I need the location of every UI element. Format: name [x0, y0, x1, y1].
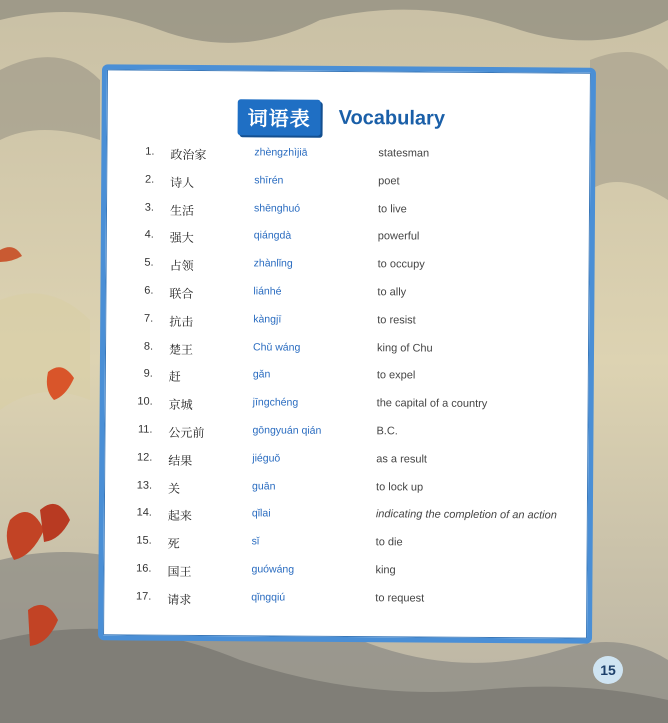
vocab-english: to request: [375, 592, 425, 605]
vocabulary-title: [238, 100, 446, 135]
vocab-number: 10.: [137, 395, 153, 408]
vocabulary-row: [104, 423, 588, 446]
vocabulary-row: [106, 201, 590, 224]
vocab-number: 3.: [144, 201, 155, 214]
vocab-hanzi: 联合: [169, 286, 194, 301]
vocab-pinyin: shīrén: [254, 174, 284, 187]
vocab-number: 1.: [145, 145, 155, 158]
vocabulary-row: [105, 284, 589, 307]
vocab-pinyin: qiángdà: [253, 229, 292, 242]
vocab-hanzi: 关: [168, 481, 181, 496]
vocabulary-row: [105, 395, 589, 418]
vocab-pinyin: gōngyuán qián: [252, 424, 322, 437]
vocab-hanzi: 公元前: [168, 425, 205, 441]
vocab-english: as a result: [376, 453, 428, 466]
vocab-number: 11.: [137, 423, 153, 436]
vocabulary-list: [106, 145, 590, 607]
vocab-english: B.C.: [376, 425, 398, 438]
vocab-hanzi: 抗击: [169, 314, 194, 329]
vocab-english: powerful: [377, 230, 420, 243]
vocabulary-row: [103, 590, 587, 613]
vocabulary-row: [105, 340, 589, 363]
vocabulary-row: [106, 257, 590, 280]
vocab-pinyin: shēnghuó: [253, 201, 301, 215]
vocab-pinyin: guówáng: [251, 563, 295, 576]
vocab-hanzi: 强大: [169, 231, 194, 246]
vocab-number: 13.: [136, 479, 153, 492]
vocab-number: 5.: [144, 256, 154, 269]
vocab-english: to live: [377, 202, 407, 216]
vocab-number: 14.: [136, 506, 152, 520]
title-english: Vocabulary: [338, 106, 446, 130]
vocab-english: king of Chu: [377, 341, 433, 355]
vocab-hanzi: 占领: [169, 258, 194, 274]
vocab-hanzi: 起来: [167, 509, 192, 524]
vocab-pinyin: sǐ: [251, 535, 260, 548]
vocab-pinyin: guān: [252, 479, 276, 493]
vocab-english: to occupy: [377, 258, 425, 271]
vocab-english: to die: [375, 536, 403, 549]
vocab-hanzi: 赶: [168, 370, 181, 385]
vocabulary-row: [106, 229, 590, 252]
vocabulary-row: [103, 562, 587, 585]
page-number: 15: [593, 656, 623, 684]
vocab-number: 16.: [136, 562, 152, 575]
vocab-pinyin: Chǔ wáng: [253, 340, 301, 354]
vocab-number: 2.: [144, 173, 155, 186]
vocabulary-row: [105, 312, 589, 335]
vocabulary-row: [106, 145, 590, 168]
vocab-pinyin: zhèngzhìjiā: [254, 146, 308, 159]
vocabulary-row: [105, 368, 589, 391]
vocab-hanzi: 政治家: [170, 147, 207, 163]
vocab-pinyin: jīngchéng: [252, 396, 299, 409]
vocabulary-row: [104, 479, 588, 502]
vocab-hanzi: 京城: [168, 397, 193, 413]
vocab-english: to ally: [377, 286, 407, 299]
vocab-pinyin: qǐngqiú: [251, 591, 286, 604]
vocab-hanzi: 结果: [168, 453, 193, 468]
vocab-hanzi: 生活: [169, 203, 195, 218]
vocab-hanzi: 请求: [167, 592, 192, 607]
vocab-english: the capital of a country: [376, 397, 488, 411]
vocab-pinyin: qǐlai: [251, 507, 271, 520]
vocab-pinyin: zhànlǐng: [253, 257, 293, 270]
vocab-english: king: [375, 564, 396, 577]
vocabulary-card: [98, 64, 596, 643]
vocab-pinyin: jiéguǒ: [252, 452, 281, 465]
title-chinese: 词语表: [238, 99, 321, 136]
vocabulary-row: [104, 534, 588, 557]
vocab-english: statesman: [378, 147, 430, 160]
vocabulary-row: [104, 451, 588, 474]
vocab-number: 15.: [136, 534, 152, 547]
vocab-hanzi: 楚王: [168, 342, 194, 357]
vocab-english: to lock up: [376, 480, 424, 494]
vocab-hanzi: 死: [167, 536, 180, 552]
vocab-number: 8.: [143, 340, 154, 353]
vocab-number: 6.: [144, 284, 154, 297]
vocab-pinyin: kàngjī: [253, 313, 282, 326]
vocab-english: to expel: [376, 369, 416, 382]
vocab-number: 4.: [144, 228, 154, 242]
vocab-hanzi: 国王: [167, 564, 192, 579]
vocab-english: poet: [378, 175, 400, 188]
vocab-english: indicating the completion of an action: [375, 508, 557, 522]
vocab-pinyin: gǎn: [252, 368, 271, 381]
vocab-number: 9.: [143, 367, 153, 381]
vocab-number: 12.: [136, 451, 153, 464]
vocab-english: to resist: [377, 314, 416, 327]
vocab-pinyin: liánhé: [253, 285, 282, 298]
vocab-hanzi: 诗人: [170, 175, 195, 190]
vocab-number: 17.: [135, 590, 152, 603]
vocabulary-row: [104, 507, 588, 530]
vocabulary-row: [106, 173, 590, 196]
vocab-number: 7.: [144, 312, 154, 325]
